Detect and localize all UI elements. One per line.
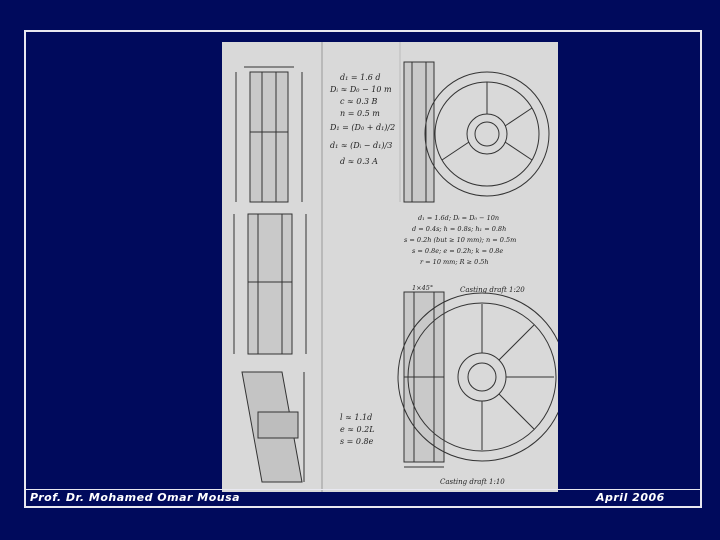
formula-mid-3: s = 0.2h (but ≥ 10 mm); n = 0.5m: [404, 236, 517, 244]
formula-top-3: c ≈ 0.3 B: [340, 97, 378, 106]
formula-mid-1: d₁ = 1.6d; Dᵢ = D₀ − 10n: [418, 214, 500, 222]
footer-date: April 2006: [596, 491, 665, 504]
pulley-technical-drawing: [222, 42, 558, 492]
footer-divider: [24, 489, 702, 490]
formula-bottom-2: e ≈ 0.2L: [340, 425, 375, 434]
formula-top-7: d ≈ 0.3 A: [340, 157, 378, 166]
casting-draft-label-2: Casting draft 1:10: [440, 478, 505, 486]
pulley-drawing-sheet: [222, 42, 558, 492]
formula-bottom-1: l ≈ 1.1d: [340, 413, 373, 422]
formula-top-6: d₁ ≈ (Dᵢ − d₁)/3: [330, 141, 393, 150]
formula-mid-5: r = 10 mm; R ≥ 0.5h: [420, 258, 489, 266]
chamfer-label: 1×45°: [412, 284, 434, 292]
formula-top-2: Dᵢ ≈ D₀ − 10 m: [330, 85, 392, 94]
formula-mid-2: d = 0.4s; h = 0.8s; h₁ = 0.8h: [412, 225, 507, 233]
footer-author: Prof. Dr. Mohamed Omar Mousa: [30, 491, 241, 504]
formula-top-4: n = 0.5 m: [340, 109, 380, 118]
formula-top-1: d₁ = 1.6 d: [340, 73, 381, 82]
formula-mid-4: s = 0.8e; e = 0.2h; k = 0.8e: [412, 247, 504, 255]
formula-bottom-3: s = 0.8e: [340, 437, 374, 446]
casting-draft-label-1: Casting draft 1:20: [460, 286, 525, 294]
formula-top-5: D₁ = (D₀ + d₁)/2: [330, 123, 396, 132]
